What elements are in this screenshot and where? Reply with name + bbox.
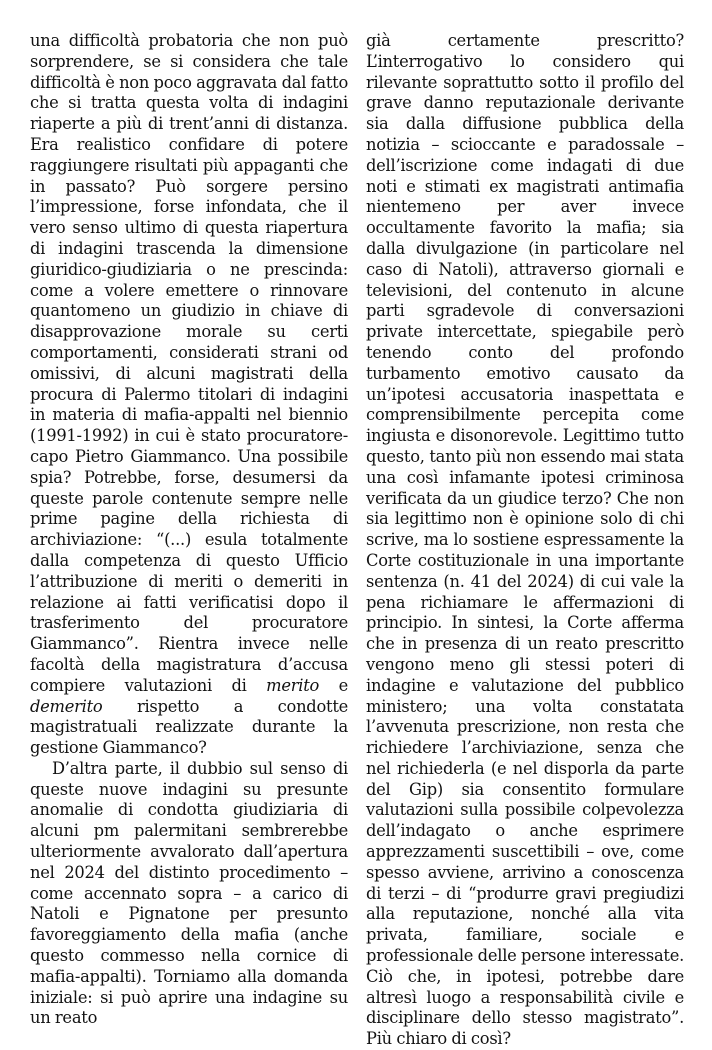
text-run: già certamente prescritto? L’interrogativo lo considero qui rilevante soprattutto sotto il profilo del grave danno reputazionale derivante sia dalla diffusione pubblica della notizia – scioccante e paradossale – dell’iscrizione come indagati di due noti e stimati ex magistrati antimafia nientemeno per aver invece occultamente favorito la mafia; sia dalla divulgazione (in particolare nel caso di Natoli), attraverso giornali e televisioni, del contenuto in alcune parti sgradevole di conversazioni private intercettate, spiegabile però tenendo conto del profondo turbamento emotivo causato da un’ipotesi accusatoria inaspettata e comprensibilmente percepita come ingiusta e disonorevole. Legittimo tutto questo, tanto più non essendo mai stata una così infamante ipotesi criminosa verificata da un giudice terzo? Che non sia legittimo non è opinione solo di chi scrive, ma lo sostiene espressamente la Corte costituzionale in una importante sentenza (n. 41 del 2024) di cui vale la pena richiamare le affermazioni di principio. In sintesi, la Corte afferma che in presenza di un reato prescritto vengono meno gli stessi poteri di indagine e valutazione del pubblico ministero; una volta constatata l’avvenuta prescrizione, non resta che richiedere l’archiviazione, senza che nel richiederla (e nel disporla da parte del Gip) sia consentito formulare valutazioni sulla possibile colpevolezza dell’indagato o anche esprimere apprezzamenti suscettibili – ove, come spesso avviene, arrivino a conoscenza di terzi – di “produrre gravi pregiudizi alla reputazione, nonché alla vita privata, familiare, sociale e professionale delle persone interessate. Ciò che, in ipotesi, potrebbe dare altresì luogo a responsabilità civile e disciplinare dello stesso magistrato”. Più chiaro di così? — [366, 31, 684, 1049]
article-body — [30, 31, 684, 1050]
article-column-left — [30, 31, 348, 1050]
article-column-right — [366, 31, 684, 1050]
italic-text-run: merito — [266, 675, 320, 695]
article-paragraph — [366, 31, 684, 1050]
article-paragraph — [30, 759, 348, 1029]
text-run: D’altra parte, il dubbio sul senso di queste nuove indagini su presunte anomalie di condotta giudiziaria di alcuni pm palermitani sembrerebbe ulteriormente avvalorato dall’apertura nel 2024 del distinto procedimento – come accennato sopra – a carico di Natoli e Pignatone per presunto favoreggiamento della mafia (anche questo commesso nella cornice di mafia-appalti). Torniamo alla domanda iniziale: si può aprire una indagine su un reato — [30, 758, 348, 1028]
text-run: una difficoltà probatoria che non può sorprendere, se si considera che tale difficoltà è non poco aggravata dal fatto che si tratta questa volta di indagini riaperte a più di trent’anni di distanza. Era realistico confidare di potere raggiungere risultati più appaganti che in passato? Può sorgere persino l’impressione, forse infondata, che il vero senso ultimo di questa riapertura di indagini trascenda la dimensione giuridico-giudiziaria o ne prescinda: come a volere emettere o rinnovare quantomeno un giudizio in chiave di disapprovazione morale su certi comportamenti, considerati strani od omissivi, di alcuni magistrati della procura di Palermo titolari di indagini in materia di mafia-appalti nel biennio (1991-1992) in cui è stato procuratore-capo Pietro Giammanco. Una possibile spia? Potrebbe, forse, desumersi da queste parole contenute sempre nelle prime pagine della richiesta di archiviazione: “(...) esula totalmente dalla competenza di questo Ufficio l’attribuzione di meriti o demeriti in relazione ai fatti verificatisi dopo il trasferimento del procuratore Giammanco”. Rientra invece nelle facoltà della magistratura d’accusa compiere valutazioni di — [30, 31, 348, 695]
article-paragraph — [30, 31, 348, 759]
text-run: rispetto a condotte magistratuali realizzate durante la gestione Giammanco? — [30, 696, 348, 758]
italic-text-run: demerito — [30, 696, 103, 716]
text-run: e — [319, 675, 348, 695]
